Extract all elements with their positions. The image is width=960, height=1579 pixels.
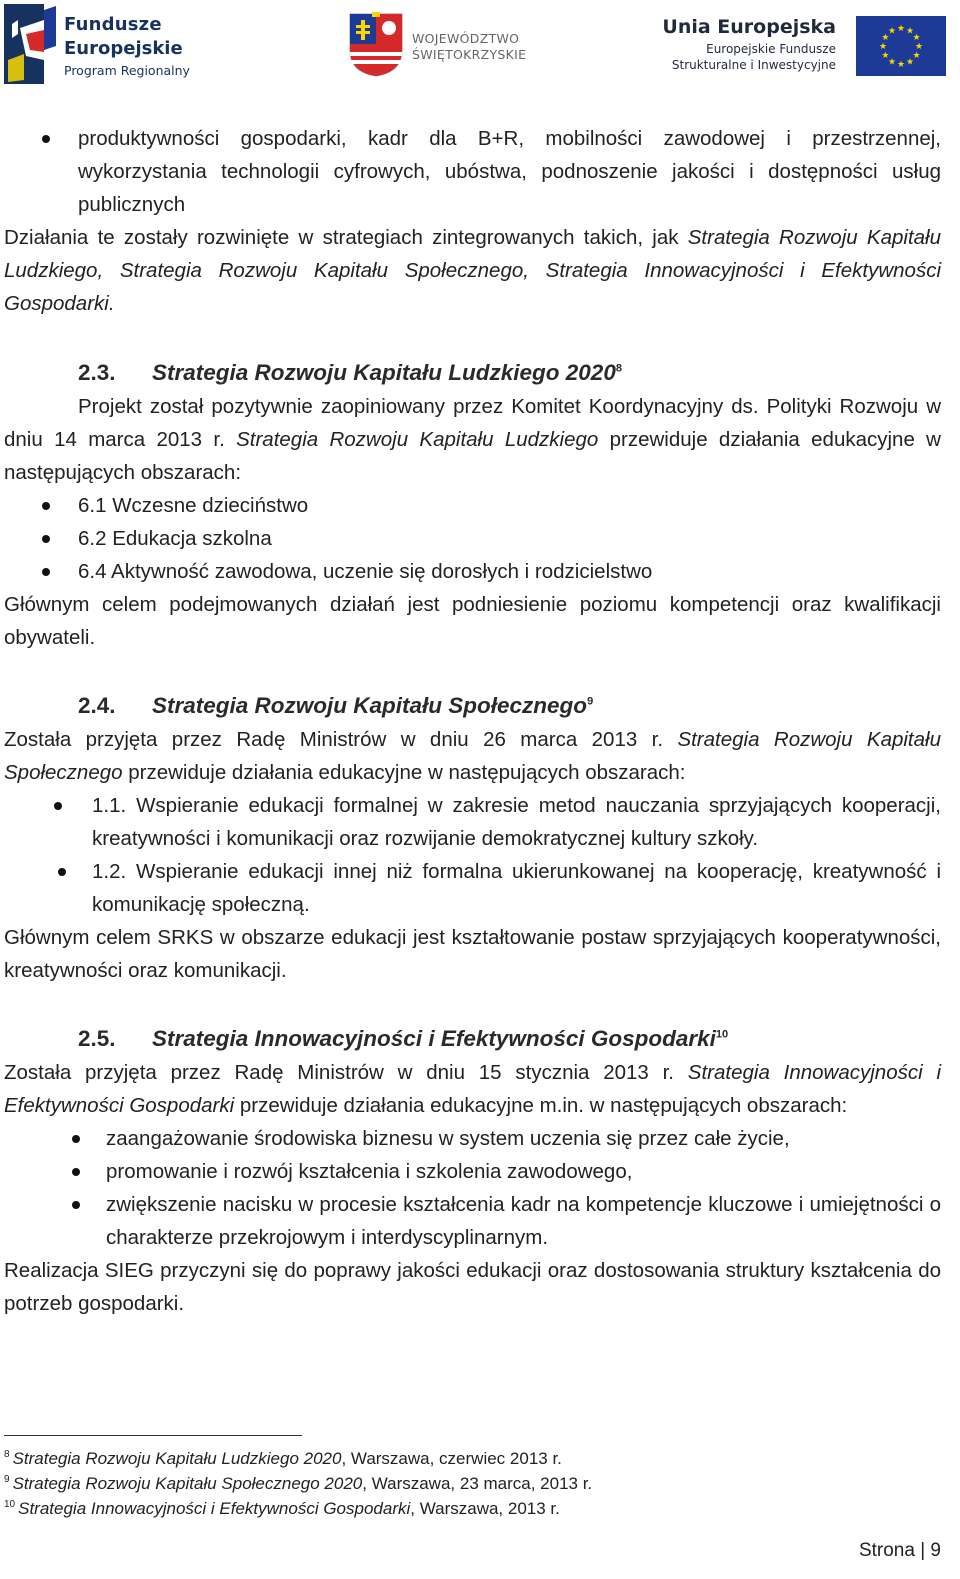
section-2-3-paragraph-2: Głównym celem podejmowanych działań jest podniesienie poziomu kompetencji oraz kwalifikacji obywateli. [4,593,941,649]
svg-text:★: ★ [905,26,915,37]
top-bullet-list [4,122,941,221]
list-item-text: produktywności gospodarki, kadr dla B+R, mobilności zawodowej i przestrzennej, wykorzystania technologii cyfrowych, ubóstwa, podnoszenie jakości i dostępności usług publicznych [78,127,941,216]
section-2-4-paragraph-1 [4,723,941,789]
ws-logo-line1: WOJEWÓDZTWO [412,31,520,46]
bullet-icon [72,1135,80,1143]
list-item [4,1122,941,1155]
section-heading-2-3 [4,356,941,390]
bullet-icon [42,135,50,143]
footnote-italic: Strategia Rozwoju Kapitału Ludzkiego 2020 [12,1449,342,1468]
fe-logo-line3: Program Regionalny [64,63,190,78]
ue-logo-line2: Europejskie Fundusze [706,42,836,56]
svg-text:★: ★ [878,42,888,52]
footnote-item [4,1496,934,1521]
bullet-icon [72,1168,80,1176]
footnote-text: , Warszawa, czerwiec 2013 r. [341,1449,562,1468]
section-2-5-paragraph-1 [4,1056,941,1122]
footnote-item [4,1471,934,1496]
ws-logo-line2: ŚWIĘTOKRZYSKIE [412,47,527,62]
fundusze-europejskie-emblem-icon [4,4,60,84]
svg-text:★: ★ [881,51,890,61]
list-item-text: zaangażowanie środowiska biznesu w system uczenia się przez całe życie, [106,1127,790,1150]
list-item [4,122,941,221]
para-text: Została przyjęta przez Radę Ministrów w dniu 15 stycznia 2013 r. [4,1061,688,1084]
section-2-4-paragraph-2: Głównym celem SRKS w obszarze edukacji jest kształtowanie postaw sprzyjających kooperatywności, kreatywności oraz komunikacji. [4,926,941,982]
svg-text:★: ★ [881,33,890,43]
bullet-icon [54,802,62,810]
fe-logo-line2: Europejskie [64,38,183,59]
footnote-italic: Strategia Innowacyjności i Efektywności Gospodarki [18,1499,411,1518]
coat-of-arms-icon [346,12,406,78]
list-item [4,522,941,555]
list-item [4,555,941,588]
bullet-icon [72,1201,80,1209]
footnote-text: , Warszawa, 23 marca, 2013 r. [362,1474,593,1493]
section-number: 2.5. [78,1026,116,1051]
intro-italic: Strategia Rozwoju Kapitału Ludzkiego, Strategia Rozwoju Kapitału Społecznego, Strategia Innowacyjności i Efektywności Gospodarki. [4,226,942,315]
para-italic: Strategia Rozwoju Kapitału Społecznego [4,728,941,784]
bullet-icon [42,502,50,510]
bullet-icon [42,568,50,576]
list-item [4,855,941,921]
section-heading-2-4 [4,689,941,723]
bullet-icon [42,535,50,543]
svg-text:★: ★ [887,57,897,68]
list-item [4,1155,941,1188]
footnote-ref: 9 [587,695,594,708]
footnote-ref: 10 [715,1028,729,1041]
intro-paragraph [4,221,941,320]
footnote-separator [4,1435,302,1436]
section-title: Strategia Rozwoju Kapitału Społecznego [152,693,588,718]
svg-text:★: ★ [896,60,906,70]
footnote-number: 10 [4,1499,16,1511]
fundusze-europejskie-logo [4,4,204,84]
footnote-italic: Strategia Rozwoju Kapitału Społecznego 2020 [12,1474,363,1493]
section-number: 2.4. [78,693,116,718]
list-item-text: 6.1 Wczesne dzieciństwo [78,494,309,517]
section-title: Strategia Rozwoju Kapitału Ludzkiego 2020 [152,360,616,385]
section-2-5-bullet-list [4,1122,941,1254]
document-body [4,122,941,1320]
svg-text:★: ★ [905,57,915,68]
section-2-3-paragraph-1 [4,390,941,489]
para-italic: Strategia Innowacyjności i Efektywności Gospodarki [4,1061,941,1117]
fe-logo-line1: Fundusze [64,14,162,35]
ue-logo-line3: Strukturalne i Inwestycyjne [671,58,836,72]
section-2-5-paragraph-2: Realizacja SIEG przyczyni się do poprawy jakości edukacji oraz dostosowania struktury kształcenia do potrzeb gospodarki. [4,1259,941,1315]
ue-logo-line1: Unia Europejska [662,16,836,38]
svg-text:★: ★ [912,33,921,43]
list-item-text: 6.4 Aktywność zawodowa, uczenie się dorosłych i rodzicielstwo [78,560,653,583]
list-item [4,489,941,522]
list-item-text: promowanie i rozwój kształcenia i szkolenia zawodowego, [106,1160,633,1183]
para-text: przewiduje działania edukacyjne w następujących obszarach: [122,761,686,784]
footnotes [4,1446,934,1521]
para-text: przewiduje działania edukacyjne w następujących obszarach: [4,428,941,484]
section-heading-2-5 [4,1022,941,1056]
wojewodztwo-swietokrzyskie-logo [346,12,536,82]
para-italic: Strategia Rozwoju Kapitału Ludzkiego [236,428,599,451]
footnote-ref: 8 [615,362,622,375]
list-item-text: 1.1. Wspieranie edukacji formalnej w zakresie metod nauczania sprzyjających kooperacji, kreatywności i komunikacji oraz rozwijanie demokratycznej kultury szkoły. [92,794,941,850]
section-number: 2.3. [78,360,116,385]
footnote-number: 9 [4,1474,10,1486]
list-item-text: zwiększenie nacisku w procesie kształcenia kadr na kompetencje kluczowe i umiejętności o charakterze przekrojowym i interdyscyplinarnym. [106,1193,941,1249]
list-item-text: 1.2. Wspieranie edukacji innej niż formalna ukierunkowanej na kooperację, kreatywność i komunikację społeczną. [92,860,941,916]
page-number: Strona | 9 [858,1540,941,1561]
section-2-3-bullet-list [4,489,941,588]
svg-text:★: ★ [887,26,897,37]
svg-text:★: ★ [896,24,906,34]
footnote-text: , Warszawa, 2013 r. [410,1499,560,1518]
eu-flag-icon [856,16,946,76]
svg-text:★: ★ [914,42,924,52]
bullet-icon [58,868,66,876]
list-item-text: 6.2 Edukacja szkolna [78,527,272,550]
footnote-item [4,1446,934,1471]
section-2-4-bullet-list [4,789,941,921]
svg-text:★: ★ [912,51,921,61]
para-text: Projekt został pozytywnie zaopiniowany przez Komitet Koordynacyjny ds. Polityki Rozwoju w dniu 14 marca 2013 r. [4,395,941,451]
footnote-number: 8 [4,1449,10,1461]
list-item [4,1188,941,1254]
para-text: Została przyjęta przez Radę Ministrów w dniu 26 marca 2013 r. [4,728,678,751]
intro-text: Działania te zostały rozwinięte w strategiach zintegrowanych takich, jak [4,226,688,249]
list-item [4,789,941,855]
para-text: przewiduje działania edukacyjne m.in. w następujących obszarach: [234,1094,848,1117]
section-title: Strategia Innowacyjności i Efektywności Gospodarki [152,1026,716,1051]
unia-europejska-logo [664,12,954,82]
page-header [0,0,960,90]
